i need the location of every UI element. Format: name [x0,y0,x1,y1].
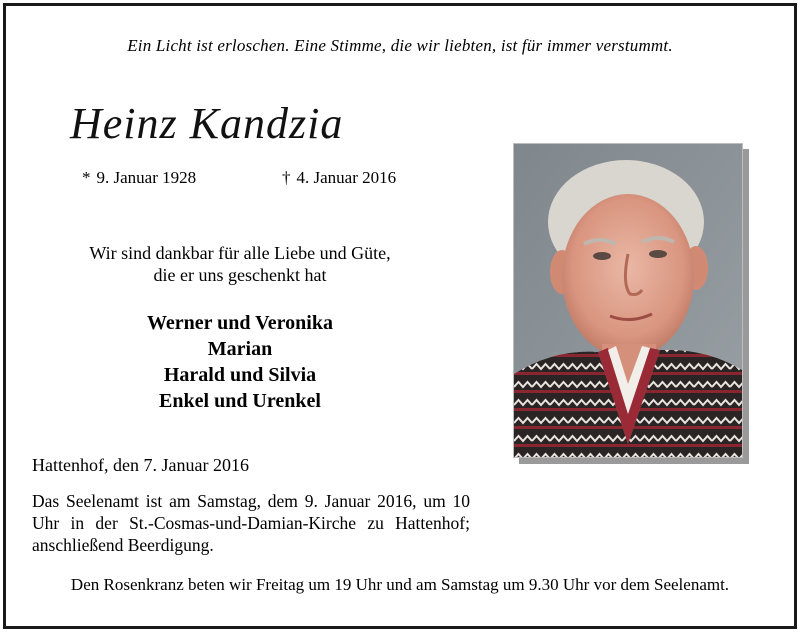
death-symbol: † [282,168,291,187]
mourner-name: Harald und Silvia [163,364,317,386]
thanks-line: Wir sind dankbar für alle Liebe und Güte, [89,243,391,263]
thanks-line: die er uns geschenkt hat [153,265,327,285]
birth-date-line [82,168,196,188]
place-and-date: Hattenhof, den 7. Januar 2016 [32,455,249,475]
birth-symbol: * [82,168,91,187]
deceased-name: Heinz Kandzia [70,99,344,148]
mourner-name: Marian [207,338,273,360]
death-date-line [282,168,396,188]
mourner-name: Enkel und Urenkel [159,390,321,412]
portrait-photo [513,143,743,458]
portrait-image [514,144,742,457]
mourners-list [40,310,440,414]
motto: Ein Licht ist erloschen. Eine Stimme, die wir liebten, ist für immer verstummt. [127,36,673,55]
thanks-text [40,242,440,286]
rosary-info: Den Rosenkranz beten wir Freitag um 19 Uhr und am Samstag um 9.30 Uhr vor dem Seelenamt. [70,575,730,594]
service-info: Das Seelenamt ist am Samstag, dem 9. Januar 2016, um 10 Uhr in der St.-Cosmas-und-Damian-Kirche zu Hattenhof; anschließend Beerdigung. [32,491,470,555]
mourner-name: Werner und Veronika [147,312,333,334]
death-date: 4. Januar 2016 [296,168,397,187]
birth-date: 9. Januar 1928 [96,168,197,187]
